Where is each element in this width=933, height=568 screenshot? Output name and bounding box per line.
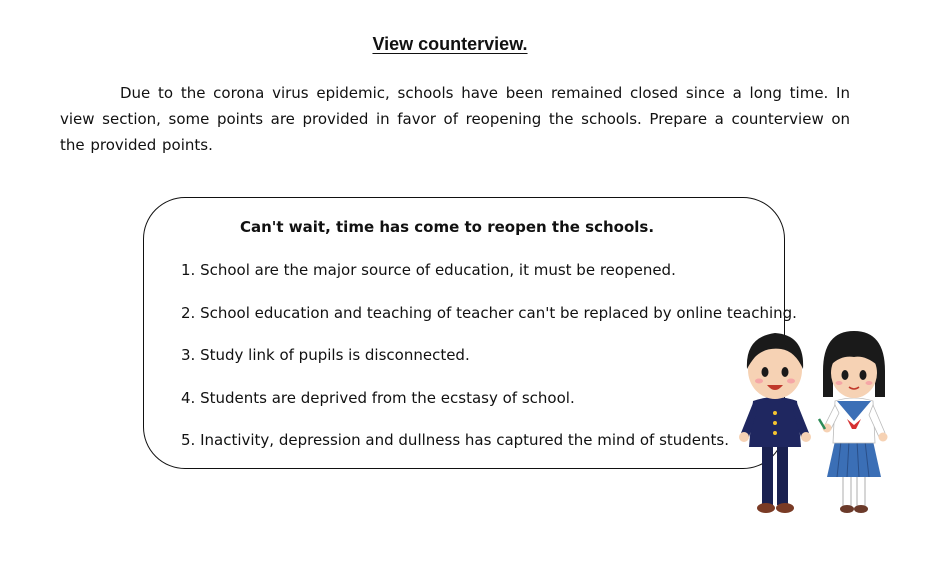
view-point: 2. School education and teaching of teacher can't be replaced by online teaching. [181,303,797,322]
page-title: View counterview. [372,34,528,54]
boy-figure [739,333,811,513]
girl-figure [819,331,888,513]
view-points-list [181,260,797,473]
view-point: 5. Inactivity, depression and dullness has captured the mind of students. [181,431,730,449]
view-point: 4. Students are deprived from the ecstasy of school. [181,388,575,407]
view-point: 3. Study link of pupils is disconnected. [181,346,470,364]
view-point: 1. School are the major source of education, it must be reopened. [181,261,676,279]
school-children-illustration [735,325,895,520]
view-heading: Can't wait, time has come to reopen the schools. [240,218,655,236]
intro-paragraph: Due to the corona virus epidemic, schools have been remained closed since a long time. In view section, some points are provided in favor of reopening the schools. Prepare a counterview on the provided points. [60,84,850,154]
